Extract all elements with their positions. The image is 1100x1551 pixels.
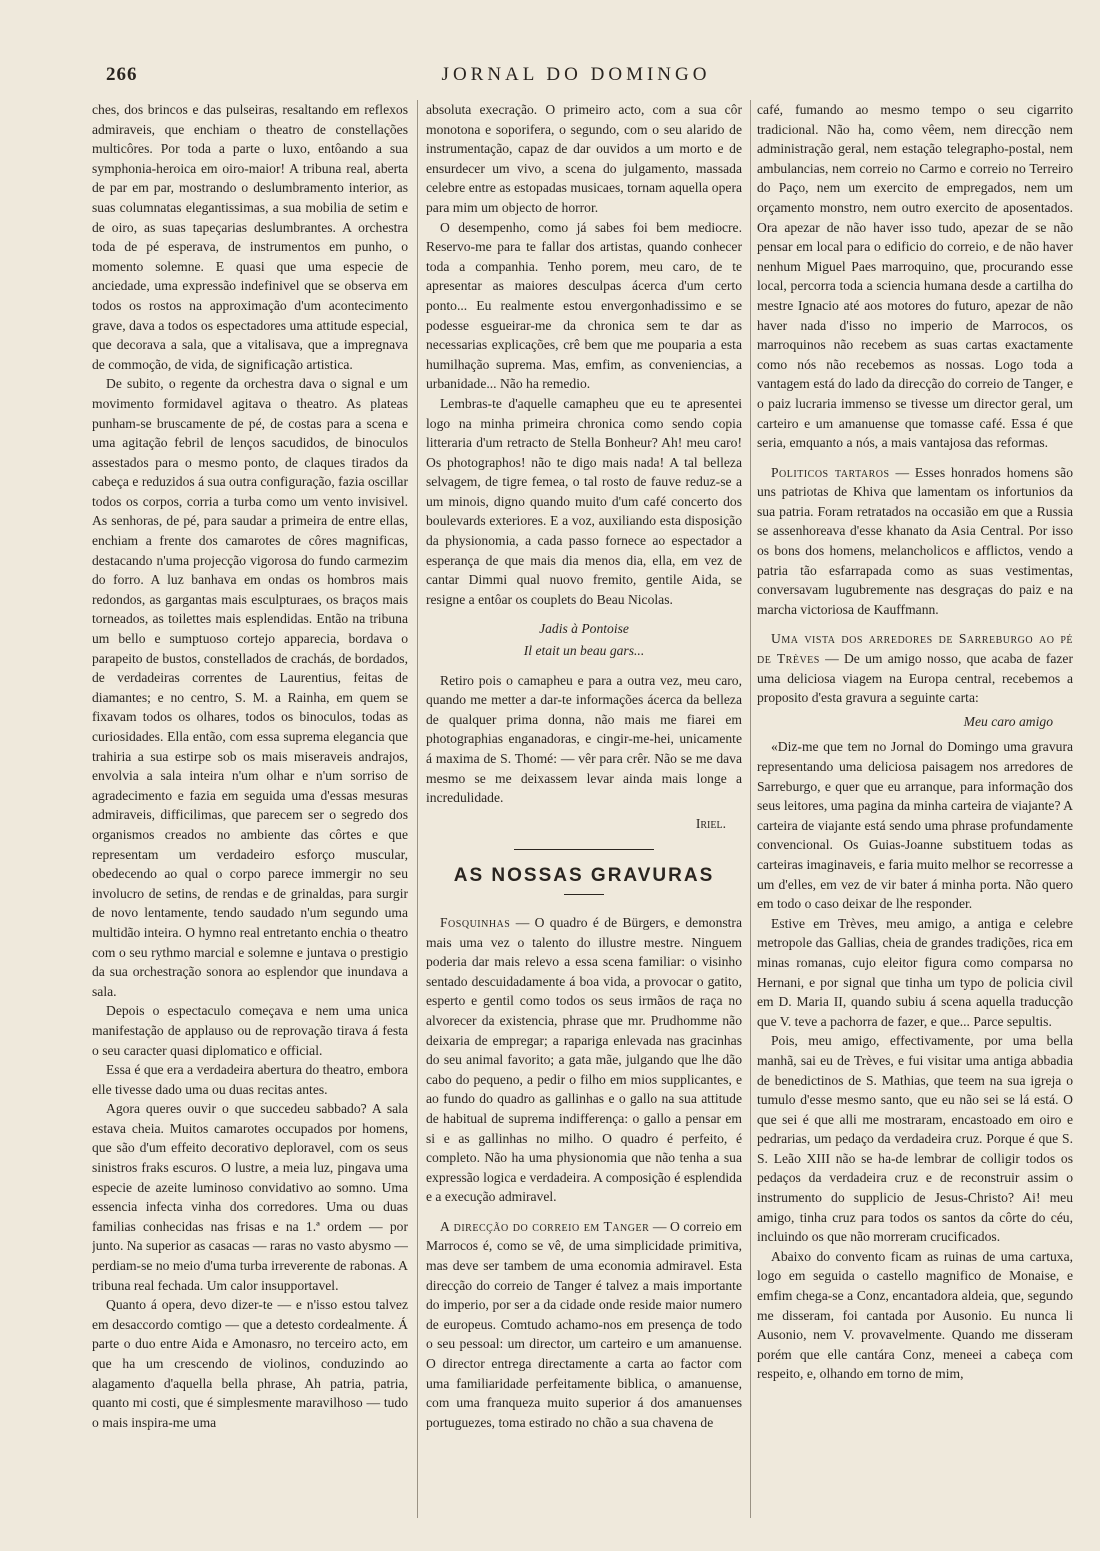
journal-title: JORNAL DO DOMINGO xyxy=(441,64,711,85)
engraving-text: — Esses honrados homens são uns patriotas de Khiva que lamentam os infortunios da sua patria. Foram retratados na occasião em que a Russia se assenhoreava d'esse khanato da Asia Central. Por isso os bons dos homens, melancholicos e afflictos, vendo a patria tão esfarrapada como as suas vestimentas, conversavam lugubremente nas desgraças do paiz e na marcha victoriosa de Kauffmann. xyxy=(757,464,1073,617)
column-divider xyxy=(750,100,751,1518)
paragraph: Retiro pois o camapheu e para a outra vez, meu caro, quando me metter a dar-te informações ácerca da belleza de qualquer prima donna, não mais me fiarei em photographias enganadoras, e cingir-me-hei, unicamente á maxima de S. Thomé: — vêr para crêr. Não se me dava mesmo se me deixassem levar ainda mais longe a incredulidade. xyxy=(426,672,742,806)
engraving-description xyxy=(757,629,1073,707)
engraving-description xyxy=(757,463,1073,620)
paragraph: Depois o espectaculo começava e nem uma unica manifestação de applauso ou de reprovação tirava á festa o seu caracter quasi diplomatico e official. xyxy=(92,1003,408,1058)
paragraph: «Diz-me que tem no Jornal do Domingo uma gravura representando uma deliciosa paisagem nos arredores de Sarreburgo, e quer que eu arranque, para informação dos seus leitores, uma pagina da minha carteira de viajante? A carteira de viajante está sendo uma phrase profundamente convencional. Os Guias-Joanne substituem todas as carteiras imaginaveis, e faria muito melhor se recorresse a um d'elles, em vez de vir bater á minha porta. Não quero em todo o caso deixar de lhe responder. xyxy=(757,739,1073,912)
paragraph: Lembras-te d'aquelle camapheu que eu te apresentei logo na minha primeira chronica como sendo copia litteraria d'um retracto de Stella Bonheur? Ah! meu caro! Os photographos! não te digo mais nada! A tal belleza selvagem, de tigre femea, o tal rosto de fauve reduz-se a um minois, digno quando muito d'um café concerto dos boulevards exteriores. E a voz, auxiliando esta disposição da physionomia, a cada passo fornece ao espectador a esperança de que mais dia menos dia, ella, em vez de cantar Dimmi qual nuovo fremito, gentile Aida, se resigne a entôar os couplets do Beau Nicolas. xyxy=(426,395,742,607)
engraving-title: A direcção do correio em Tanger xyxy=(440,1218,650,1234)
column-3 xyxy=(757,100,1073,1518)
engraving-title: Uma vista dos arredores de Sarreburgo ao pé de Trèves xyxy=(757,631,1073,667)
paragraph: Pois, meu amigo, effectivamente, por uma bella manhã, sai eu de Trèves, e fui visitar uma antiga abbadia de benedictinos de S. Mathias, que teem na sua igreja o tumulo d'esse mesmo santo, que eu não sei se lá está. O que sei é que alli me mostraram, encastoado em oiro e pedrarias, um pedaço da verdadeira cruz. Porque é que S. S. Leão XIII não se ha-de lembrar de colligir todos os pedaços da verdadeira cruz e de reconstruir assim o instrumento do supplicio de Jesus-Christo? Ai! meu amigo, tinha cruz para todos os santos da côrte do céu, incluindo os que não morreram crucificados. xyxy=(757,1033,1073,1245)
poem-quote xyxy=(426,619,742,660)
page-header xyxy=(92,62,1060,90)
paragraph: De subito, o regente da orchestra dava o signal e um movimento formidavel agitava o theatro. As plateas punham-se bruscamente de pé, de costas para a scena e uma agitação febril de lenços sacudidos, de binoculos assestados para o mesmo ponto, de claques tirados da cabeça e reduzidos á sua outra configuração, fazia oscillar todos os corpos, corria a turba como um vento invisivel. As senhoras, de pé, para saudar a primeira de entre ellas, enchiam a frente dos camarotes de côres magnificas, destacando n'uma projecção vigorosa do fundo carmezim do forro. A luz banhava em ondas os hombros mais redondos, as gargantas mais esculpturaes, os braços mais torneados, as toilettes mais esplendidas. Então na tribuna um bello e sumptuoso cortejo apparecia, bordava o parapeito de bustos, constellados de crachás, de bordados, de verdadeiras correntes de Laurentius, feitas de diamantes; e no centro, S. M. a Rainha, em quem se fixavam todos os olhares, todos os binoculos, todas as curiosidades. Ella então, com essa suprema elegancia que trahiria a sua estirpe sob os mais miseraveis andrajos, envolvia a sala inteira n'um olhar e n'um sorriso de agradecimento e fazia em seguida uma d'essas mesuras admiraveis, difficilimas, que parecem ser o segredo dos organismos creados no ambiente das côrtes e que representam um verdadeiro esforço muscular, obedecendo ao qual o corpo parece immergir no seu involucro de setins, de rendas e de grinaldas, para surgir de novo lentamente, tendo saudado n'um segundo uma multidão inteira. O hymno real entretanto enchia o theatro com o seu rythmo marcial e solemne e juntava o prestigio da sua orchestração sonora ao esplendor que inundava a sala. xyxy=(92,376,408,999)
paragraph: Abaixo do convento ficam as ruinas de uma cartuxa, logo em seguida o castello magnifico de Monaise, e emfim chega-se a Conz, encantadora aldeia, que, segundo me disseram, foi cantada por Ausonio. Eu nunca li Ausonio, nem V. provavelmente. Quando me disseram porém que elle cantára Conz, meneei a cabeça com respeito, e, olhando em torno de mim, xyxy=(757,1248,1073,1382)
poem-line: Jadis à Pontoise xyxy=(539,621,629,637)
paragraph: Essa é que era a verdadeira abertura do theatro, embora elle tivesse dado uma ou duas recitas antes. xyxy=(92,1062,408,1097)
engraving-description xyxy=(426,913,742,1207)
engraving-text: — O correio em Marrocos é, como se vê, de uma simplicidade primitiva, mas deve ser tambem de uma economia admiravel. Esta direcção do correio de Tanger é talvez a mais importante do imperio, por ser a da cidade onde reside maior numero de europeus. Comtudo achamo-nos em presença de todo o seu pessoal: um director, um carteiro e um amanuense. O director entrega directamente a carta ao factor com uma familiaridade perfeitamente biblica, o amanuense, com uma franqueza muito superior á dos amanuenses portuguezes, toma estirado no chão a sua chavena de xyxy=(426,1218,742,1430)
column-divider xyxy=(417,100,418,1518)
engraving-title: Fosquinhas xyxy=(440,914,511,930)
paragraph: ches, dos brincos e das pulseiras, resaltando em reflexos admiraveis, que enchiam o theatro de constellações multicôres. Por toda a parte o luxo, entôando a sua symphonia-heroica em oiro-maior! A tribuna real, aberta de par em par, mostrando o deslumbramento interior, as suas columnatas elegantissimas, a sua mobilia de setim e de oiro, as suas tapeçarias deslumbrantes. A orchestra toda de pé esperava, de instrumentos em punho, o momento solemne. E quasi que uma especie de anciedade, uma expressão indefinivel que se observa em todos os rostos na approximação d'um acontecimento grave, dava a todos os espectadores uma attitude especial, que decorava a sala, que a vitalisava, que a impregnava de commoção, de vida, de significação artistica. xyxy=(92,102,408,372)
letter-salutation: Meu caro amigo xyxy=(963,713,1053,729)
author-signature: Iriel. xyxy=(695,815,726,831)
column-1 xyxy=(92,100,408,1518)
spacer xyxy=(757,453,1073,463)
paragraph: café, fumando ao mesmo tempo o seu cigarrito tradicional. Não ha, como vêem, nem direcção nem administração geral, nem estação telegrapho-postal, nem ambulancias, nem correio no Carmo e correio no Terreiro do Paço, nem um exercito de empregados, nem um orçamento monstro, nem outro exercito de aposentados. Ora apezar de não haver isso tudo, apezar de se não pensar em local para o edificio do correio, e de não haver nenhum Miguel Paes marroquino, que, procurando esse local, percorra toda a sciencia humana desde a cartilha do mestre Ignacio até aos motores do futuro, apezar de não haver nada d'isso no imperio de Marrocos, os marroquinos não recebem as suas cartas exactamente como nós não recebemos as nossas. Logo toda a vantagem está do lado da direcção do correio de Tanger, e o paiz lucraria immenso se tivesse um director geral, um carteiro e um amanuense que tomasse café. Essa é que seria, emquanto a nós, a mais vantajosa das reformas. xyxy=(757,102,1073,451)
paragraph: absoluta execração. O primeiro acto, com a sua côr monotona e soporifera, o segundo, com o seu alarido de instrumentação, capaz de dar ouvidos a um morto e de ensurdecer um vivo, a scena do julgamento, massada celebre entre as estopadas musicaes, tornam aquella opera para mim um objecto de horror. xyxy=(426,102,742,215)
engraving-description xyxy=(426,1217,742,1433)
paragraph: Estive em Trèves, meu amigo, a antiga e celebre metropole das Gallias, cheia de grandes tradições, rica em minas romanas, cujo eleitor figura como comparsa no Hernani, e por signal que tinha um typo de policia civil em D. Maria II, quando subiu á scena aquella traducção que V. teve a pachorra de fazer, e que... Parce sepultis. xyxy=(757,915,1073,1029)
spacer xyxy=(757,619,1073,629)
paragraph: Quanto á opera, devo dizer-te — e n'isso estou talvez em desaccordo comtigo — que a detesto cordealmente. Á parte o duo entre Aida e Amonasro, no terceiro acto, em que ha um crescendo de violinos, conduzindo ao alagamento d'aquella bella phrase, Ah patria, patria, quanto mi costi, que é simplesmente maravilhoso — tudo o mais inspira-me uma xyxy=(92,1297,408,1430)
engraving-text: — De um amigo nosso, que acaba de fazer uma deliciosa viagem na Europa central, recebemos a proposito d'esta gravura a seguinte carta: xyxy=(757,651,1073,706)
poem-line: Il etait un beau gars... xyxy=(523,643,645,659)
column-2 xyxy=(426,100,742,1518)
paragraph: O desempenho, como já sabes foi bem mediocre. Reservo-me para te fallar dos artistas, quando conhecer toda a companhia. Tenho porem, meu caro, de te apresentar as maiores desculpas ácerca d'um certo ponto... Eu realmente estou envergonhadissimo e se podesse esgueirar-me da chronica sem te dar as necessarias explicações, crê bem que me pouparia a esta humilhação suprema. Mas, emfim, as conveniencias, a urbanidade... Não ha remedio. xyxy=(426,219,742,392)
section-separator xyxy=(514,849,654,850)
page-number: 266 xyxy=(106,64,138,85)
section-heading: AS NOSSAS GRAVURAS xyxy=(453,865,715,887)
engraving-text: — O quadro é de Bürgers, e demonstra mais uma vez o talento do illustre mestre. Ninguem poderia dar mais relevo a essa scena familiar: o visinho sentado descuidadamente á boa vida, a provocar o gatito, esperto e gentil como todos os seus irmãos de raça no alvorecer da existencia, phrase que mr. Prudhomme não deixaria de empregar; a rapariga enlevada nas gracinhas do seu animal favorito; a gata mãe, julgando que lhe dão cabo do pequeno, a pedir o filho em mios supplicantes, e ao fundo do quadro as gallinhas e o gallo na sua attitude de habitual de suprema indifferença: o gallo a pensar em si e as gallinhas no milho. O quadro é perfeito, é completo. Não ha uma physionomia que não tenha a sua expressão logica e verdadeira. A composição é esplendida e a execução admiravel. xyxy=(426,914,742,1205)
engraving-title: Politicos tartaros xyxy=(771,464,890,480)
spacer xyxy=(426,1207,742,1217)
heading-underline xyxy=(564,894,604,895)
paragraph: Agora queres ouvir o que succedeu sabbado? A sala estava cheia. Muitos camarotes occupados por homens, que são d'um effeito decorativo deploravel, com os seus sinistros fraks escuros. O lustre, a meia luz, pingava uma especie de azeite luminoso convidativo ao somno. Uma essencia infecta vinha dos corredores. Uma ou duas familias conhecidas nas frisas e na 1.ª ordem — por junto. Na superior as casacas — raras no vasto abysmo — perdiam-se no meio d'uma turba irreverente de rabonas. A tribuna real fechada. Um calor insupportavel. xyxy=(92,1101,408,1293)
